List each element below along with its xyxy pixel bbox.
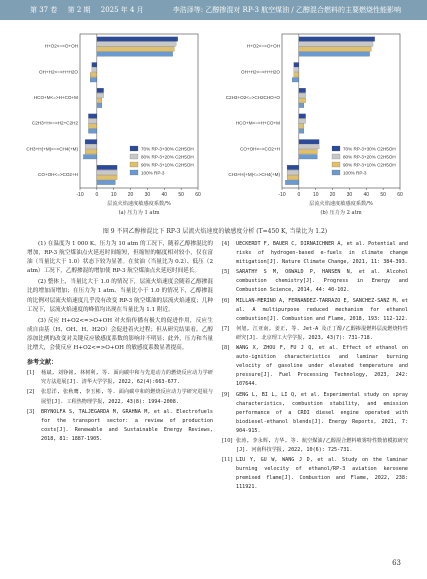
bar-3 bbox=[97, 98, 102, 103]
bar-4 bbox=[299, 52, 370, 57]
reference-number: [8] bbox=[222, 345, 230, 352]
reference-text: 杨斌, 刘铮铭, 林树利, 等. 面向碳中和与先进动力的燃烧反应动力学研究方法进展[J]. 清华大学学报, 2022, 62(4):663-677. bbox=[41, 370, 213, 386]
bar-3 bbox=[299, 47, 371, 52]
reference-item bbox=[222, 268, 408, 295]
x-tick-label: 10 bbox=[312, 192, 319, 198]
bar-1 bbox=[97, 88, 104, 93]
bar-1 bbox=[85, 139, 97, 144]
date-label: 2025 年 4 月 bbox=[100, 6, 144, 14]
legend-label: 90% RP-3+10% C2H5OH bbox=[343, 162, 396, 168]
bar-4 bbox=[90, 78, 97, 83]
reference-item bbox=[222, 437, 408, 455]
reference-item bbox=[222, 325, 408, 343]
bar-2 bbox=[97, 170, 117, 175]
reference-number: [10] bbox=[222, 437, 233, 444]
category-label: H+O2<=>O+OH bbox=[246, 43, 280, 49]
legend-label: 70% RP-3+30% C2H5OH bbox=[141, 146, 194, 152]
figure-9b-chart bbox=[222, 28, 406, 223]
reference-item bbox=[222, 456, 408, 492]
bar-3 bbox=[299, 124, 304, 129]
bar-3 bbox=[299, 150, 318, 155]
category-label: HCO+M<=>H+CO+M bbox=[33, 94, 78, 100]
bar-1 bbox=[92, 62, 97, 67]
bar-2 bbox=[92, 67, 97, 72]
legend-swatch bbox=[332, 162, 340, 167]
category-label: CO+OH<=>CO2+H bbox=[38, 171, 78, 177]
reference-number: [7] bbox=[222, 325, 230, 332]
legend-label: 70% RP-3+30% C2H5OH bbox=[343, 146, 396, 152]
bar-3 bbox=[97, 47, 175, 52]
legend-label: 100% RP-3 bbox=[343, 170, 367, 176]
bar-4 bbox=[285, 180, 298, 185]
conclusion-paragraph-2: (2) 整体上，当量比大于 1.0 的情况下，层流火焰速度会随着乙醇掺混比的增加而增加；在压力为 1 atm、当量比小于 1.0 的情况下，乙醇掺混的比例对层流火焰速度几乎没有改变 RP-3 航空煤油的层流火焰速度；几种工况下，层流火焰速度的峰值均出现在当量比为 1.1 附近。 bbox=[27, 279, 213, 313]
category-label: C2H3+H<=>H2+C2H2 bbox=[31, 120, 78, 126]
legend-label: 90% RP-3+10% C2H5OH bbox=[141, 162, 194, 168]
reference-text: WANG X, ZHOU F, FU J Q, et al. Effect of ethanol on auto-ignition characteristics and laminar burning velocity of gasoline under elevated temperature and pressure[J]. Fuel Processing Technology, 2023, 242: 107644. bbox=[236, 345, 408, 388]
reference-text: BRYNOLFA S, TALJEGARDA M, GRAHNA M, et al. Electrofuels for the transport sector: a review of production costs[J]. Renewable and Sustainable Energy Reviews, 2018, 81: 1887-1905. bbox=[41, 408, 213, 442]
legend-swatch bbox=[332, 154, 340, 159]
x-tick-label: 60 bbox=[195, 192, 201, 198]
bar-4 bbox=[88, 129, 96, 134]
bar-2 bbox=[299, 144, 319, 149]
panel-sub-label: (a) 压力为 1 atm bbox=[118, 210, 160, 216]
panel-sub-label: (b) 压力为 2 atm bbox=[320, 210, 362, 216]
x-tick-label: 60 bbox=[397, 192, 403, 198]
category-label: H+O2<=>O+OH bbox=[44, 43, 78, 49]
bar-3 bbox=[85, 150, 97, 155]
bar-2 bbox=[287, 170, 299, 175]
bar-4 bbox=[299, 103, 304, 108]
bar-1 bbox=[299, 88, 306, 93]
legend-label: 80% RP-3+20% C2H5OH bbox=[141, 154, 194, 160]
legend-swatch bbox=[130, 146, 138, 151]
legend-swatch bbox=[130, 162, 138, 167]
bar-4 bbox=[299, 155, 318, 160]
chart-a-svg bbox=[20, 28, 204, 223]
bar-3 bbox=[294, 73, 299, 78]
reference-text: UECKERDT F, BAUER C, DIRNAICHNER A, et al. Potential and risks of hydrogen-based e-fuels in climate change mitigation[J]. Nature Climate Change, 2021, 11: 384-393. bbox=[236, 241, 408, 266]
category-label: CH3+H(+M)<=>CH4(+M) bbox=[26, 146, 78, 152]
legend-label: 100% RP-3 bbox=[141, 170, 165, 176]
reference-text: MILLAN-MERINO A, FERNANDEZ-TARRAZO E, SANCHEZ-SANZ M, et al. A multipurpose reduced mechanism for ethanol combustion[J]. Combustion and Flame, 2018, 193: 112-122. bbox=[236, 297, 408, 322]
bar-3 bbox=[88, 124, 96, 129]
category-label: OH+H2<=>H+H2O bbox=[39, 69, 78, 75]
reference-text: 张思洋, 张秋鹰, 李玉彬, 等. 面向碳中和的燃烧反应动力学研究进展与展望[J]. 工程热物理学报, 2022, 43(8): 1994-2008. bbox=[41, 389, 213, 405]
category-label: CO+OH<=>CO2+H bbox=[240, 146, 280, 152]
bar-1 bbox=[299, 37, 375, 42]
bar-1 bbox=[294, 62, 299, 67]
x-axis-label: 层流火焰速度敏感度系数/% bbox=[309, 201, 373, 207]
bar-1 bbox=[299, 139, 319, 144]
x-axis-label: 层流火焰速度敏感度系数/% bbox=[107, 201, 171, 207]
page-number: 63 bbox=[392, 559, 401, 567]
journal-issue-info bbox=[30, 5, 152, 15]
bar-2 bbox=[85, 144, 97, 149]
bar-1 bbox=[97, 165, 117, 170]
references-list-right bbox=[222, 240, 408, 493]
category-label: C2H3+O2<=>CH2CHO+O bbox=[225, 94, 280, 100]
bar-4 bbox=[292, 78, 299, 83]
x-tick-label: 50 bbox=[380, 192, 386, 198]
figure-caption: 图 9 不同乙醇掺混比下 RP-3 层流火焰速度的敏感度分析 (T=450 K, 当量比为 1.2) bbox=[102, 228, 328, 235]
legend-swatch bbox=[332, 146, 340, 151]
journal-header bbox=[0, 0, 427, 20]
bar-4 bbox=[83, 155, 96, 160]
x-tick-label: 20 bbox=[329, 192, 336, 198]
reference-number: [6] bbox=[222, 297, 230, 304]
references-heading: 参考文献： bbox=[27, 359, 58, 367]
x-tick-label: 10 bbox=[110, 192, 117, 198]
conclusion-paragraph-1: (1) 在温度为 1 000 K、压力为 10 atm 的工况下，随着乙醇掺混比的增加，RP-3 航空煤油点火延迟时间缩短，但缩短的幅度相对较小，仅在富油（当量比大于 1.0）状态下较为显著。在贫油（当量比为 0.2）、低压（2 atm）工况下，乙醇掺混的增加使 RP-3 航空煤油点火延迟时间延长。 bbox=[27, 241, 213, 275]
reference-item bbox=[222, 297, 408, 324]
bar-1 bbox=[299, 114, 306, 119]
bar-3 bbox=[90, 73, 97, 78]
issue-label: 第 2 期 bbox=[67, 6, 91, 14]
bar-4 bbox=[97, 180, 116, 185]
legend-swatch bbox=[332, 170, 340, 175]
reference-number: [3] bbox=[27, 408, 35, 415]
x-tick-label: 30 bbox=[346, 192, 353, 198]
references-list-left bbox=[27, 369, 213, 444]
reference-item bbox=[27, 388, 213, 406]
bar-2 bbox=[299, 42, 373, 47]
bar-3 bbox=[97, 175, 117, 180]
reference-text: 张涛, 李永辉, 方华, 等. 航空煤油/乙醇混合燃料喷雾特性数值模拟研究[J]. 河南科技学报, 2022, 10(6): 725-731. bbox=[236, 437, 408, 454]
chart-b-svg bbox=[222, 28, 406, 223]
reference-item bbox=[27, 369, 213, 387]
bar-2 bbox=[97, 93, 104, 98]
reference-item bbox=[27, 408, 213, 444]
bar-2 bbox=[294, 67, 299, 72]
legend-swatch bbox=[130, 154, 138, 159]
reference-text: GENG L, BI L, LI Q, et al. Experimental study on spray characteristics, combustion stability, and emission performance of a CRDI diesel engine operated with biodiesel-ethanol blends[J]. Energy Reports, 2021, 7: 904-915. bbox=[236, 391, 408, 434]
reference-number: [5] bbox=[222, 269, 230, 276]
reference-text: LIU Y, GU W, WANG J D, et al. Study on the laminar burning velocity of ethanol/RP-3 aviation kerosene premixed flame[J]. Combustion and Flame, 2022, 238: 111921. bbox=[236, 457, 408, 491]
figure-9a-chart bbox=[20, 28, 204, 223]
reference-number: [4] bbox=[222, 241, 230, 247]
bar-4 bbox=[97, 103, 102, 108]
x-tick-label: 30 bbox=[144, 192, 151, 198]
reference-item bbox=[222, 391, 408, 436]
volume-label: 第 37 卷 bbox=[30, 6, 58, 14]
bar-2 bbox=[88, 119, 96, 124]
legend-label: 80% RP-3+20% C2H5OH bbox=[343, 154, 396, 160]
bar-1 bbox=[97, 37, 178, 42]
x-tick-label: 40 bbox=[363, 192, 370, 198]
reference-number: [9] bbox=[222, 391, 230, 398]
bar-2 bbox=[299, 119, 306, 124]
bar-3 bbox=[299, 98, 306, 103]
reference-text: 何旭, 江亚南, 姜正, 等. Jet-A 及正丁醇/乙醇掺混燃料层流燃烧特性研究[J]. 北京理工大学学报, 2023, 43(7): 731-718. bbox=[236, 325, 408, 341]
bar-1 bbox=[88, 114, 96, 119]
conclusion-paragraph-3: (3) 反应 H+O2<=>O+OH 对火焰传播有极大的促进作用，反应生成自由基（H、OH、H、H2O）会促进着火过程；但从研究结果看，乙醇添加比例的改变对关键反应敏感度系数的影响并不明显；此外，压力和当量比增大，会使反应 H+O2<=>O+OH 的敏感度系数显著提高。 bbox=[27, 317, 213, 352]
bar-4 bbox=[299, 129, 304, 134]
bar-4 bbox=[97, 52, 173, 57]
reference-number: [1] bbox=[27, 370, 35, 377]
right-column bbox=[222, 240, 408, 494]
bar-2 bbox=[97, 42, 176, 47]
x-tick-label: -10 bbox=[278, 192, 286, 198]
legend-swatch bbox=[130, 170, 138, 175]
x-tick-label: -10 bbox=[76, 192, 84, 198]
reference-item bbox=[222, 240, 408, 267]
reference-number: [2] bbox=[27, 389, 35, 396]
reference-item bbox=[222, 344, 408, 389]
running-title: 李浩泽等: 乙醇掺混对 RP-3 航空煤油 / 乙醇混合燃料的主要燃烧性能影响 bbox=[172, 6, 401, 14]
x-tick-label: 0 bbox=[297, 192, 301, 198]
category-label: OH+H2<=>H+H2O bbox=[241, 69, 280, 75]
bar-1 bbox=[287, 165, 299, 170]
reference-text: SARATHY S M, OßWALD P, HANSEN N, et al. Alcohol combustion chemistry[J]. Progress in Energy and Combustion Science, 2014, 44: 40-102. bbox=[236, 269, 408, 294]
x-tick-label: 0 bbox=[95, 192, 99, 198]
x-tick-label: 20 bbox=[127, 192, 134, 198]
bar-3 bbox=[287, 175, 299, 180]
reference-number: [11] bbox=[222, 457, 233, 464]
x-tick-label: 40 bbox=[161, 192, 168, 198]
category-label: CH3+H(+M)<=>CH4(+M) bbox=[228, 171, 280, 177]
bar-2 bbox=[299, 93, 306, 98]
left-column bbox=[27, 240, 213, 445]
category-label: HCO+M<=>H+CO+M bbox=[235, 120, 280, 126]
x-tick-label: 50 bbox=[178, 192, 184, 198]
